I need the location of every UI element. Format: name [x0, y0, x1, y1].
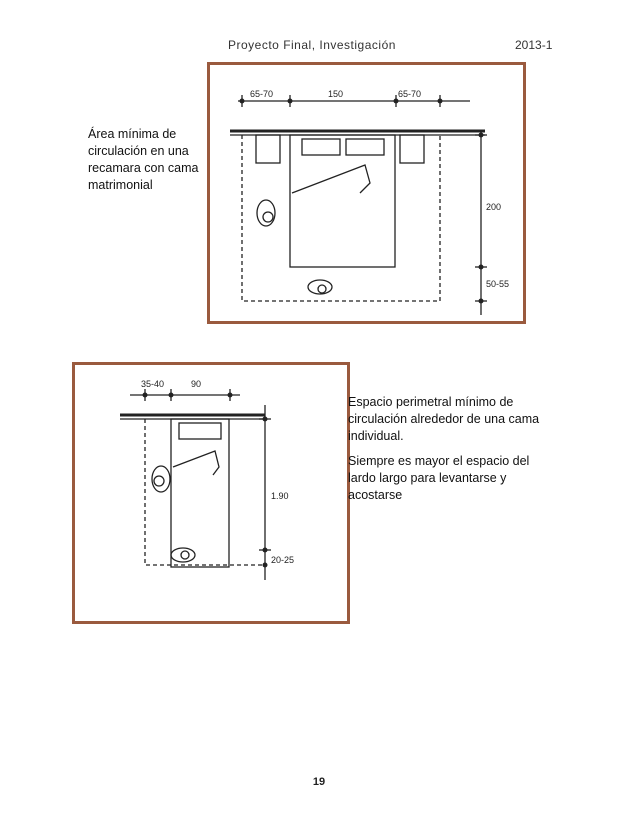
dim-foot: 50-55: [486, 279, 510, 289]
page-number: 19: [312, 776, 326, 788]
dim-single-length: 1.90: [271, 491, 289, 501]
dim-side-right: 65-70: [398, 89, 422, 99]
figure-double-bed-frame: [207, 62, 526, 324]
page-header-title: Proyecto Final, Investigación: [228, 38, 396, 52]
dim-length: 200: [486, 202, 502, 212]
dim-side-left: 65-70: [250, 89, 274, 99]
figure2-note: Siempre es mayor el espacio del lardo largo para levantarse y acostarse: [348, 454, 530, 502]
dim-single-side: 35-40: [141, 379, 165, 389]
figure1-caption: Área mínima de circulación en una recamara con cama matrimonial: [88, 127, 199, 192]
double-bed-floorplan: [210, 65, 523, 321]
dim-single-foot: 20-25: [271, 555, 295, 565]
figure2-caption: Espacio perimetral mínimo de circulación alrededor de una cama individual.: [348, 395, 540, 443]
dim-single-bed-width: 90: [191, 379, 202, 389]
figure-single-bed-frame: [72, 362, 350, 624]
page-header-term: 2013-1: [515, 38, 553, 52]
single-bed-floorplan: [75, 365, 347, 621]
dim-bed-width: 150: [328, 89, 344, 99]
